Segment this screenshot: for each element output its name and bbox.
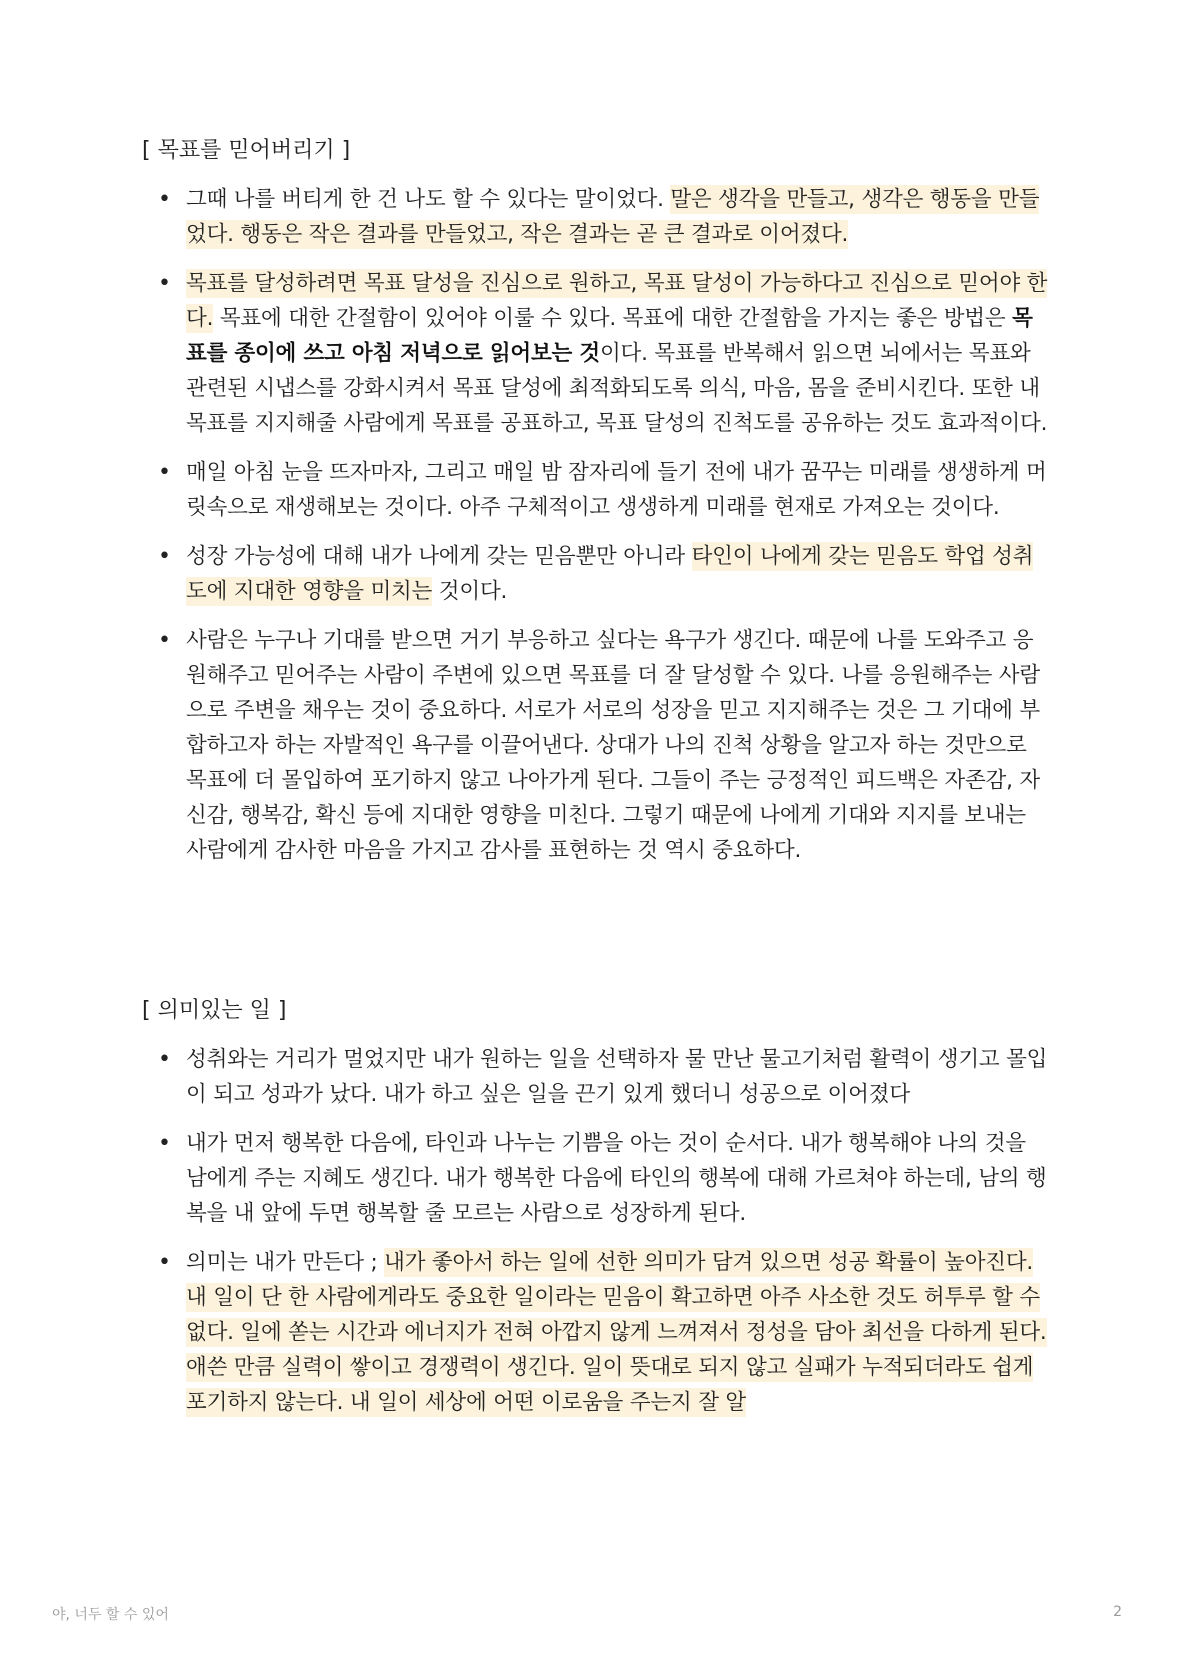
list-item <box>142 1245 1052 1420</box>
item-text: 의미는 내가 만든다 ; <box>186 1250 385 1275</box>
item-text: 성장 가능성에 대해 내가 나에게 갖는 믿음뿐만 아니라 <box>186 544 692 569</box>
list-item <box>142 182 1052 252</box>
footer-page-number: 2 <box>1113 1604 1122 1620</box>
bold-text: 목표를 종이에 쓰고 아침 저녁으로 읽어보는 것 <box>186 306 1033 366</box>
bullet-icon: • <box>158 544 171 569</box>
item-text: 것이다. <box>432 579 508 604</box>
bullet-icon: • <box>158 187 171 212</box>
list-item <box>142 623 1052 868</box>
goals-bullet-list <box>142 182 1052 882</box>
highlighted-text: 말은 생각을 만들고, 생각은 행동을 만들었다. 행동은 작은 결과를 만들었고, 작은 결과는 곧 큰 결과로 이어졌다. <box>186 187 1040 247</box>
section-heading-meaningful-work: [ 의미있는 일 ] <box>142 998 287 1023</box>
list-item <box>142 455 1052 525</box>
item-text: 사람은 누구나 기대를 받으면 거기 부응하고 싶다는 욕구가 생긴다. 때문에 나를 도와주고 응원해주고 믿어주는 사람이 주변에 있으면 목표를 더 잘 달성할 수 있다. 나를 응원해주는 사람으로 주변을 채우는 것이 중요하다. 서로가 서로의 성장을 믿고 지지해주는 것은 그 기대에 부합하고자 하는 자발적인 욕구를 이끌어낸다. 상대가 나의 진척 상황을 알고자 하는 것만으로 목표에 더 몰입하여 포기하지 않고 나아가게 된다. 그들이 주는 긍정적인 피드백은 자존감, 자신감, 행복감, 확신 등에 지대한 영향을 미친다. 그렇기 때문에 나에게 기대와 지지를 보내는 사람에게 감사한 마음을 가지고 감사를 표현하는 것 역시 중요하다. <box>186 628 1040 863</box>
item-text: 매일 아침 눈을 뜨자마자, 그리고 매일 밤 잠자리에 들기 전에 내가 꿈꾸는 미래를 생생하게 머릿속으로 재생해보는 것이다. 아주 구체적이고 생생하게 미래를 현재로 가져오는 것이다. <box>186 460 1047 520</box>
list-item <box>142 266 1052 441</box>
bullet-icon: • <box>158 1047 171 1072</box>
bullet-icon: • <box>158 1131 171 1156</box>
meaningful-work-bullet-list <box>142 1042 1052 1434</box>
highlighted-text: 목표를 달성하려면 목표 달성을 진심으로 원하고, 목표 달성이 가능하다고 진심으로 믿어야 한다. <box>186 271 1048 331</box>
bullet-icon: • <box>158 628 171 653</box>
bullet-icon: • <box>158 1250 171 1275</box>
item-text: 내가 먼저 행복한 다음에, 타인과 나누는 기쁨을 아는 것이 순서다. 내가 행복해야 나의 것을 남에게 주는 지혜도 생긴다. 내가 행복한 다음에 타인의 행복에 대해 가르쳐야 하는데, 남의 행복을 내 앞에 두면 행복할 줄 모르는 사람으로 성장하게 된다. <box>186 1131 1047 1226</box>
item-text: 목표에 대한 간절함이 있어야 이룰 수 있다. 목표에 대한 간절함을 가지는 좋은 방법은 <box>213 306 1013 331</box>
section-heading-goals: [ 목표를 믿어버리기 ] <box>142 138 351 163</box>
bullet-icon: • <box>158 460 171 485</box>
highlighted-text: 내가 좋아서 하는 일에 선한 의미가 담겨 있으면 성공 확률이 높아진다. 내 일이 단 한 사람에게라도 중요한 일이라는 믿음이 확고하면 아주 사소한 것도 허투루 할 수 없다. 일에 쏟는 시간과 에너지가 전혀 아깝지 않게 느껴져서 정성을 담아 최선을 다하게 된다. 애쓴 만큼 실력이 쌓이고 경쟁력이 생긴다. 일이 뜻대로 되지 않고 실패가 누적되더라도 쉽게 포기하지 않는다. 내 일이 세상에 어떤 이로움을 주는지 잘 알 <box>186 1250 1047 1415</box>
highlighted-text: 타인이 나에게 갖는 믿음도 학업 성취도에 지대한 영향을 미치는 <box>186 544 1034 604</box>
item-text: 이다. 목표를 반복해서 읽으면 뇌에서는 목표와 관련된 시냅스를 강화시켜서 목표 달성에 최적화되도록 의식, 마음, 몸을 준비시킨다. 또한 내 목표를 지지해줄 사람에게 목표를 공표하고, 목표 달성의 진척도를 공유하는 것도 효과적이다. <box>186 341 1048 436</box>
list-item <box>142 1042 1052 1112</box>
item-text: 그때 나를 버티게 한 건 나도 할 수 있다는 말이었다. <box>186 187 671 212</box>
bullet-icon: • <box>158 271 171 296</box>
item-text: 성취와는 거리가 멀었지만 내가 원하는 일을 선택하자 물 만난 물고기처럼 활력이 생기고 몰입이 되고 성과가 났다. 내가 하고 싶은 일을 끈기 있게 했더니 성공으로 이어졌다 <box>186 1047 1048 1107</box>
list-item <box>142 539 1052 609</box>
list-item <box>142 1126 1052 1231</box>
footer-book-title: 야, 너두 할 수 있어 <box>52 1607 169 1623</box>
